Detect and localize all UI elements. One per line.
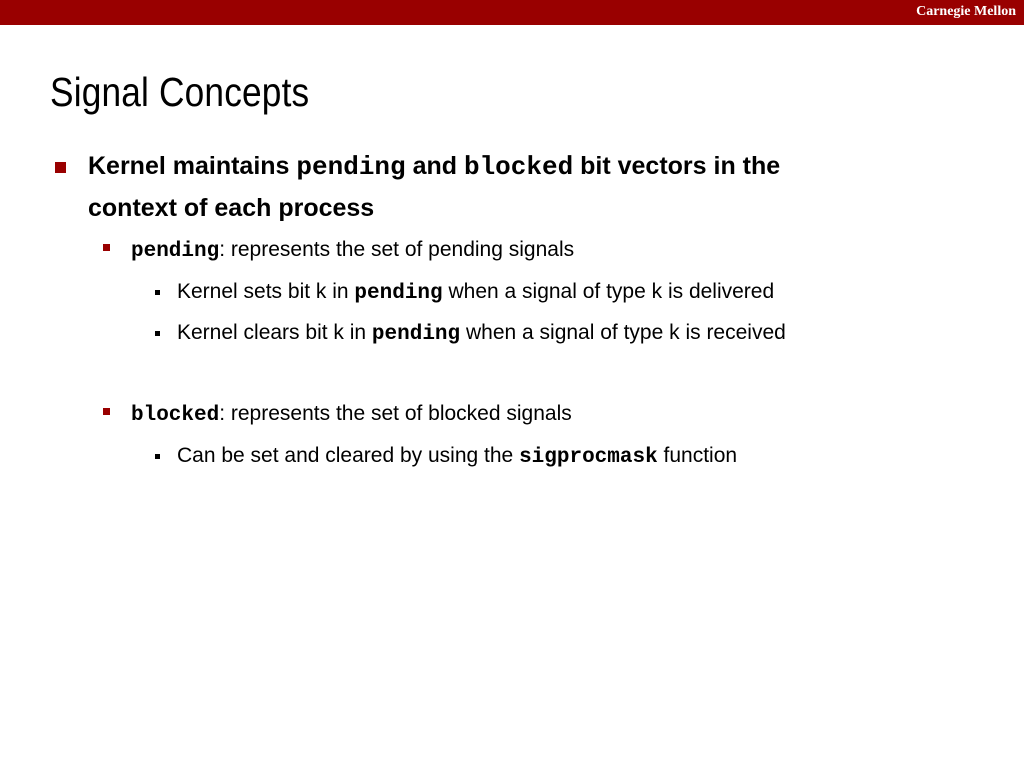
sub-sub-bullet-text: Can be set and cleared by using the bbox=[177, 444, 520, 467]
code-pending: pending bbox=[296, 152, 406, 182]
brand-label: Carnegie Mellon bbox=[916, 4, 1016, 19]
sub-sub-bullet-text: when a signal of type k is delivered bbox=[442, 280, 775, 303]
bullet-kernel-maintains bbox=[88, 146, 780, 187]
sub-bullet-text: : represents the set of pending signals bbox=[219, 238, 575, 261]
sub-sub-bullet-text: function bbox=[657, 444, 738, 467]
code-pending: pending bbox=[371, 323, 461, 346]
slide-title: Signal Concepts bbox=[50, 69, 310, 115]
bullet-text: Kernel maintains bbox=[88, 152, 297, 180]
bullet-text: and bbox=[405, 152, 464, 180]
sub-sub-bullet-marker bbox=[155, 290, 160, 295]
code-pending: pending bbox=[354, 282, 443, 305]
sub-sub-bullet-text: Kernel sets bit k in bbox=[177, 280, 355, 303]
sub-sub-bullet-sets-bit bbox=[177, 278, 774, 308]
sub-sub-bullet-marker bbox=[155, 454, 160, 459]
bullet-kernel-maintains-cont: context of each process bbox=[88, 194, 375, 222]
sub-bullet-pending bbox=[131, 236, 574, 266]
code-sigprocmask: sigprocmask bbox=[519, 446, 658, 469]
sub-sub-bullet-text: Kernel clears bit k in bbox=[177, 321, 372, 344]
sub-bullet-marker bbox=[103, 244, 110, 251]
code-pending: pending bbox=[131, 240, 220, 263]
sub-bullet-blocked bbox=[131, 400, 572, 430]
sub-sub-bullet-sigprocmask bbox=[177, 442, 737, 472]
sub-sub-bullet-clears-bit bbox=[177, 319, 786, 349]
bullet-text: bit vectors in the bbox=[573, 152, 781, 180]
sub-sub-bullet-text: when a signal of type k is received bbox=[460, 321, 786, 344]
bullet-marker bbox=[55, 162, 66, 173]
sub-bullet-marker bbox=[103, 408, 110, 415]
header-bar bbox=[0, 0, 1024, 25]
code-blocked: blocked bbox=[463, 152, 574, 182]
code-blocked: blocked bbox=[131, 404, 220, 427]
sub-bullet-text: : represents the set of blocked signals bbox=[219, 402, 572, 425]
sub-sub-bullet-marker bbox=[155, 331, 160, 336]
